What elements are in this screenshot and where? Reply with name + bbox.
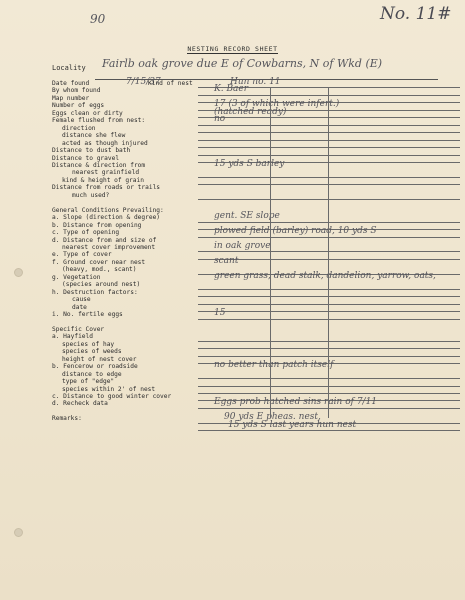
field-label: much used? <box>72 191 110 199</box>
field-label: Distance to dust bath <box>52 147 131 155</box>
field-label: species of weeds <box>62 348 122 356</box>
field-value: (hatched ready) <box>214 106 287 117</box>
field-label: Date found <box>52 80 90 87</box>
field-value: scant <box>214 255 239 266</box>
field-value: green grass, dead stalk, dandelion, yarrow, oats, <box>214 270 436 281</box>
punch-hole <box>14 268 23 277</box>
form-row <box>52 251 462 258</box>
field-label: b. Fencerow or roadside <box>52 363 138 371</box>
field-value: 15 yds S last years hun nest <box>228 419 357 430</box>
field-value: 15 <box>214 308 226 319</box>
form-row <box>52 308 462 319</box>
field-value: plowed field (barley) road, 10 yds S <box>214 226 377 237</box>
form-row <box>52 326 462 333</box>
field-label: Specific Cover <box>52 325 105 333</box>
field-label: a. Slope (direction & degree) <box>52 214 161 222</box>
field-label: Eggs clean or dirty <box>52 109 123 117</box>
field-value: gent. SE slope <box>214 211 280 222</box>
form-row <box>52 132 462 139</box>
field-label: (species around nest) <box>62 281 141 289</box>
field-label: e. Type of cover <box>52 251 112 259</box>
field-value: K. Baer <box>214 84 249 95</box>
field-label: Number of eggs <box>52 102 105 110</box>
field-label: Distance & direction from <box>52 161 146 169</box>
form-row <box>52 386 462 393</box>
form-row <box>52 184 462 191</box>
locality-value: Fairlb oak grove due E of Cowbarns, N of Wkd (E) <box>102 57 383 70</box>
field-label: Kind of nest <box>148 80 193 87</box>
field-label: Remarks: <box>52 415 82 423</box>
field-label: b. Distance from opening <box>52 221 142 229</box>
form-row <box>52 77 462 87</box>
field-label: c. Type of opening <box>52 229 120 237</box>
field-value: Eggs prob hatched sins rain of 7/11 <box>214 397 378 408</box>
form-row <box>52 296 462 303</box>
field-label: nearest cover improvement <box>62 243 156 251</box>
field-value: Hun no. 11 <box>230 77 281 87</box>
field-label: species within 2' of nest <box>62 385 156 393</box>
field-label: distance she flew <box>62 132 126 140</box>
field-label: species of hay <box>62 340 115 348</box>
field-label: date <box>72 303 87 311</box>
locality-label: Locality <box>52 64 86 72</box>
form-row <box>52 226 462 237</box>
form-row <box>52 304 462 311</box>
form-row <box>52 177 462 184</box>
form-row <box>52 348 462 355</box>
form-row <box>52 192 462 199</box>
field-label: direction <box>62 124 96 132</box>
field-label: Map number <box>52 94 90 102</box>
form-row <box>52 140 462 147</box>
field-value: 17 (3 of which were infert.) <box>214 99 340 110</box>
sheet-title: NESTING RECORD SHEET <box>187 45 278 53</box>
field-label: d. Distance from and size of <box>52 236 157 244</box>
column-divider <box>328 88 329 418</box>
field-label: Distance to gravel <box>52 154 120 162</box>
field-label: height of nest cover <box>62 355 137 363</box>
field-label: d. Recheck data <box>52 400 108 408</box>
form-row <box>52 84 462 95</box>
form-row <box>52 360 462 371</box>
field-label: By whom found <box>52 87 101 95</box>
field-label: nearest grainfield <box>72 169 140 177</box>
field-label: kind & height of grain <box>62 176 144 184</box>
field-label: Female flushed from nest: <box>52 117 146 125</box>
form-row <box>52 333 462 340</box>
form-row <box>52 289 462 296</box>
field-label: cause <box>72 296 91 304</box>
field-label: acted as though injured <box>62 139 148 147</box>
field-label: c. Distance to good winter cover <box>52 393 172 401</box>
field-label: type of "edge" <box>62 378 115 386</box>
field-value: in oak grove <box>214 240 271 251</box>
field-value: 15 yds S barley <box>214 158 285 169</box>
punch-hole <box>14 528 23 537</box>
field-label: Distance from roads or trails <box>52 184 161 192</box>
form-row <box>52 169 462 176</box>
form-row <box>52 114 462 125</box>
form-row <box>52 319 462 326</box>
form-row <box>52 281 462 288</box>
form-row <box>52 199 462 206</box>
field-label: h. Destruction factors: <box>52 288 138 296</box>
form-row <box>52 341 462 348</box>
corner-number: 90 <box>90 12 106 26</box>
document-number: No. 11# <box>380 4 452 24</box>
field-value: no better than patch itself <box>214 360 334 371</box>
field-value: 90 yds E pheas. nest, <box>224 412 321 423</box>
field-label: distance to edge <box>62 370 122 378</box>
field-label: g. Vegetation <box>52 273 101 281</box>
form-row <box>52 378 462 385</box>
form-row <box>52 371 462 378</box>
field-label: i. No. fertile eggs <box>52 311 123 319</box>
form-row <box>52 211 462 222</box>
record-form <box>52 77 462 430</box>
form-row <box>52 125 462 132</box>
field-value: 7/15/37 <box>126 77 161 87</box>
field-value: no <box>214 114 226 125</box>
field-label: General Conditions Prevailing: <box>52 206 164 214</box>
field-label: a. Hayfield <box>52 333 93 341</box>
field-label: (heavy, mod., scant) <box>62 266 137 274</box>
form-row <box>52 147 462 154</box>
field-label: f. Ground cover near nest <box>52 258 146 266</box>
column-divider <box>270 88 271 418</box>
